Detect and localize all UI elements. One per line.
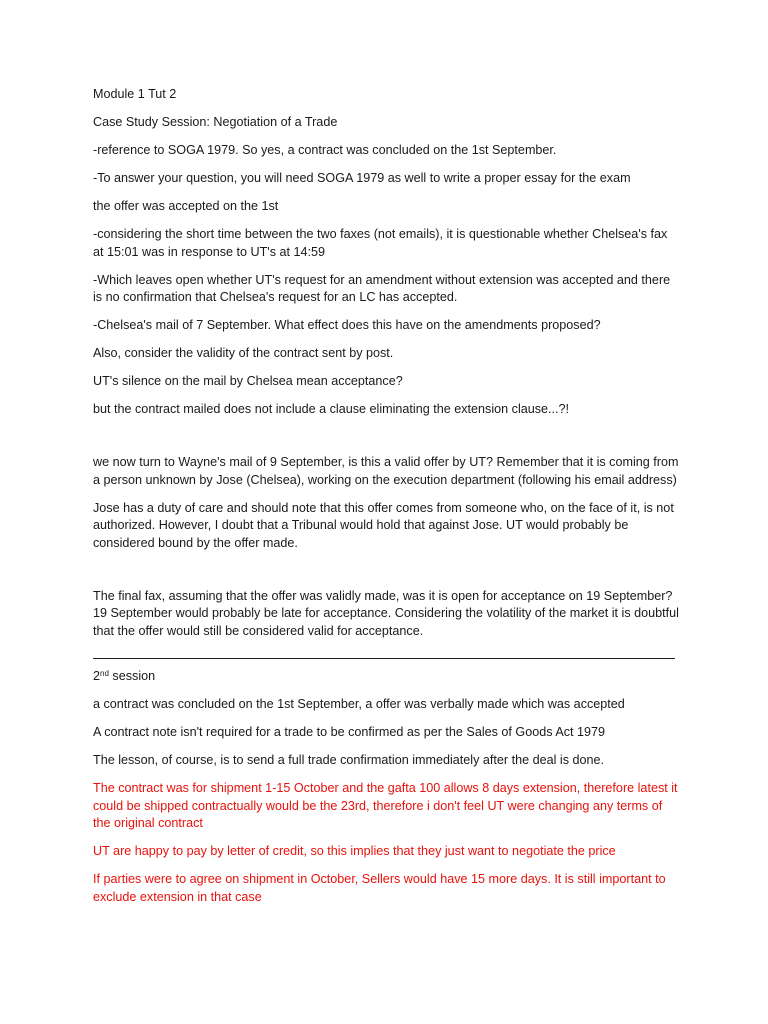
- document-page: [93, 86, 679, 917]
- paragraph: a contract was concluded on the 1st September, a offer was verbally made which was accepted: [93, 697, 625, 711]
- paragraph: -To answer your question, you will need SOGA 1979 as well to write a proper essay for the exam: [93, 171, 631, 185]
- session-heading: [93, 668, 679, 686]
- session-heading-rest: session: [108, 669, 156, 683]
- red-paragraph: UT are happy to pay by letter of credit, so this implies that they just want to negotiate the price: [93, 844, 616, 858]
- paragraph: but the contract mailed does not include a clause eliminating the extension clause...?!: [93, 402, 570, 416]
- paragraph: A contract note isn't required for a trade to be confirmed as per the Sales of Goods Act 1979: [93, 725, 606, 739]
- doc-subtitle: Case Study Session: Negotiation of a Trade: [93, 115, 338, 129]
- paragraph: -Which leaves open whether UT's request for an amendment without extension was accepted and there is no confirmation that Chelsea's request for an LC has accepted.: [93, 272, 671, 304]
- session-heading-sup: nd: [100, 669, 109, 678]
- paragraph: UT's silence on the mail by Chelsea mean acceptance?: [93, 374, 403, 388]
- red-paragraph: The contract was for shipment 1-15 October and the gafta 100 allows 8 days extension, therefore latest it could be shipped contractually would be the 23rd, therefore i don't feel UT were changing any terms of the original contract: [93, 781, 678, 830]
- paragraph: -reference to SOGA 1979. So yes, a contract was concluded on the 1st September.: [93, 143, 557, 157]
- blank-line: [93, 563, 679, 588]
- paragraph: Jose has a duty of care and should note that this offer comes from someone who, on the face of it, is not authorized. However, I doubt that a Tribunal would hold that against Jose. UT would probably be considered bound by the offer made.: [93, 500, 674, 550]
- session-heading-num: 2: [93, 669, 101, 683]
- paragraph: The lesson, of course, is to send a full trade confirmation immediately after the deal is done.: [93, 753, 605, 767]
- paragraph: the offer was accepted on the 1st: [93, 199, 279, 213]
- doc-title: Module 1 Tut 2: [93, 87, 177, 101]
- paragraph: -considering the short time between the two faxes (not emails), it is questionable whether Chelsea's fax at 15:01 was in response to UT's at 14:59: [93, 227, 668, 259]
- red-paragraph: If parties were to agree on shipment in October, Sellers would have 15 more days. It is still important to exclude extension in that case: [93, 872, 666, 904]
- paragraph: The final fax, assuming that the offer was validly made, was it is open for acceptance on 19 September? 19 September would probably be late for acceptance. Considering the volatility of the market it is doubtful that the offer would still be considered valid for acceptance.: [93, 588, 679, 638]
- blank-line: [93, 429, 679, 454]
- paragraph: we now turn to Wayne's mail of 9 September, is this a valid offer by UT? Remember that it is coming from a person unknown by Jose (Chelsea), working on the execution department (following his email address): [93, 455, 679, 487]
- paragraph: -Chelsea's mail of 7 September. What effect does this have on the amendments proposed?: [93, 318, 601, 332]
- paragraph: Also, consider the validity of the contract sent by post.: [93, 346, 394, 360]
- horizontal-rule: [93, 658, 675, 659]
